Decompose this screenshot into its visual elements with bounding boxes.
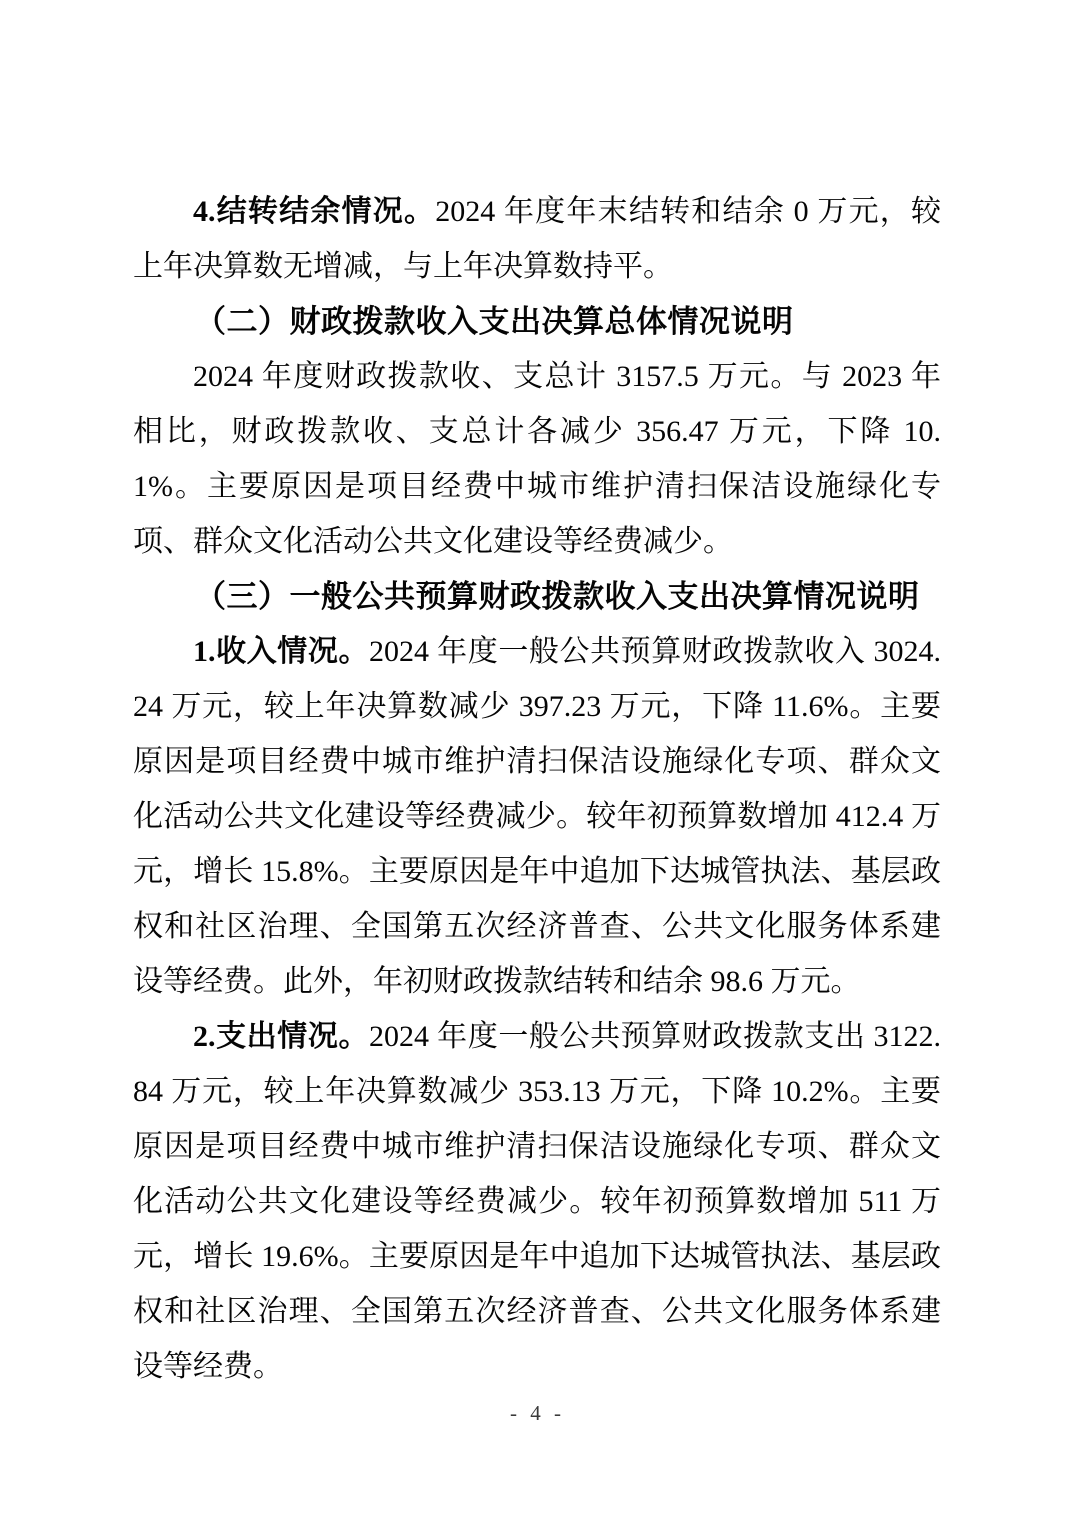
page-number: - 4 - [510,1401,565,1425]
paragraph-overall-fiscal-text: 2024 年度财政拨款收、支总计 3157.5 万元。与 2023 年相比，财政拨款收、支总计各减少 356.47 万元，下降 10.1%。主要原因是项目经费中城市维护清扫保洁设施绿化专项、群众文化活动公共文化建设等经费减少。 [133,360,941,558]
paragraph-carryover-text: 2024 年度年末结转和结余 0 万元，较上年决算数无增减，与上年决算数持平。 [133,195,942,283]
heading-section-two: （二）财政拨款收入支出决算总体情况说明 [195,304,794,339]
document-body [133,184,941,1394]
paragraph-expenditure-text: 2024 年度一般公共预算财政拨款支出 3122.84 万元，较上年决算数减少 353.13 万元，下降 10.2%。主要原因是项目经费中城市维护清扫保洁设施绿化专项、群众文化活动公共文化建设等经费减少。较年初预算数增加 511 万元，增长 19.6%。主要原因是年中追加下达城管执法、基层政权和社区治理、全国第五次经济普查、公共文化服务体系建设等经费。 [133,1020,942,1383]
paragraph-carryover-balance [133,184,941,294]
paragraph-income-text: 2024 年度一般公共预算财政拨款收入 3024.24 万元，较上年决算数减少 397.23 万元，下降 11.6%。主要原因是项目经费中城市维护清扫保洁设施绿化专项、群众文化活动公共文化建设等经费减少。较年初预算数增加 412.4 万元，增长 15.8%。主要原因是年中追加下达城管执法、基层政权和社区治理、全国第五次经济普查、公共文化服务体系建设等经费。此外，年初财政拨款结转和结余 98.6 万元。 [133,635,942,998]
heading-section-three: （三）一般公共预算财政拨款收入支出决算情况说明 [195,579,920,614]
paragraph-income [133,624,941,1009]
paragraph-expenditure [133,1009,941,1394]
paragraph-expenditure-lead: 2.支出情况。 [193,1020,370,1053]
paragraph-carryover-lead: 4.结转结余情况。 [193,195,436,228]
paragraph-income-lead: 1.收入情况。 [193,635,370,668]
paragraph-overall-fiscal [133,349,941,569]
